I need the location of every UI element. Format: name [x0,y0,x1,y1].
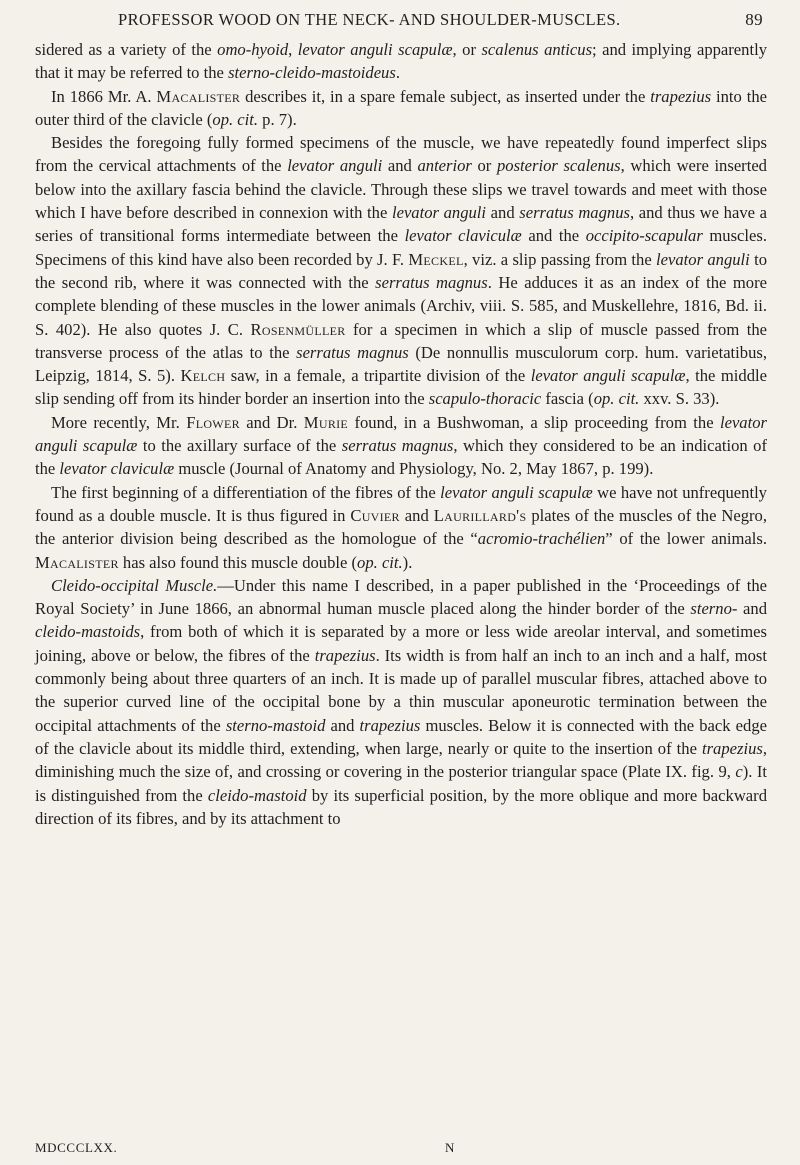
text-run: . He adduces it as an index of the more complete blending of these muscles in the lower animals (Archiv, viii. S. 585, and Muskellehre, 1816, Bd. ii. S. 402). He also quotes J. C. [35,272,767,339]
text-run: xxv. S. 33). [639,389,720,409]
italic-term: trapezius [314,645,376,665]
italic-term: levator anguli scapulæ [297,40,453,59]
author-name: Murie [303,412,349,432]
italic-term: cleido-mastoid [207,785,307,805]
text-run: Besides the foregoing fully formed specimens of the muscle, we have repeatedly found imperfect slips from the cervical attachments of the [35,133,767,176]
author-name: Meckel [408,249,464,269]
italic-term: trapezius [359,715,421,735]
italic-term: serratus magnus [519,203,630,223]
text-run: muscles. Specimens of this kind have also been recorded by J. F. [35,226,768,269]
italic-term: scalenus anticus [481,40,593,59]
text-run: ). It is distinguished from the [35,762,767,805]
text-run: to the second rib, where it was connected with the [35,249,767,292]
text-run: and [399,505,434,525]
italic-term: op. cit. [212,109,259,129]
italic-term: acromio-trachélien [477,529,606,549]
italic-term: Cleido-occipital Muscle. [51,575,218,595]
text-run: and [382,156,418,176]
italic-term: sterno-mastoid [225,715,326,735]
body-text [35,38,767,830]
author-name: Flower [186,412,240,432]
text-run: , [288,40,298,59]
italic-term: levator anguli [287,156,383,176]
text-run: describes it, in a spare female subject, as inserted under the [240,86,651,106]
text-run: and the [521,226,586,246]
text-run: ” of the lower animals. [605,529,767,549]
author-name: Rosenmüller [250,319,346,339]
text-run: by its superficial position, by the more oblique and more backward direction of its fibres, and by its attachment to [35,785,767,828]
signature-letter: N [445,1140,455,1155]
paragraph [35,481,767,574]
text-run: plates of the muscles of the Negro, the anterior division being described as the homologue of the “ [35,505,767,549]
italic-term: trapezius [650,86,712,106]
text-run: , and thus we have a series of transitional forms intermediate between the [35,203,767,246]
text-run: . Its width is from half an inch to an inch and a half, most commonly being about three quarters of an inch. It is made up of parallel muscular fibres, attached above to the superior curved line of the occipital bone by a thin muscular aponeurotic termination between the occipital attachments of the [35,645,767,735]
text-run: or [471,156,497,176]
italic-term: omo-hyoid [217,40,289,59]
text-run: , or [452,40,482,59]
paragraph [35,38,767,85]
text-run: fascia ( [541,389,594,409]
italic-term: levator anguli scapulæ [530,366,686,386]
text-run: to the axillary surface of the [137,436,342,456]
text-run: and [325,715,360,735]
author-name: Cuvier [350,505,400,525]
text-run: —Under this name I described, in a paper published in the ‘Proceedings of the Royal Society’ in June 1866, an abnormal human muscle placed along the hinder border of the [35,575,767,619]
italic-term: posterior scalenus [496,156,621,176]
text-run: for a specimen in which a slip of muscle passed from the transverse process of the atlas to the [35,319,767,362]
text-run: , viz. a slip passing from the [463,249,657,269]
text-run: and [737,599,767,619]
text-run: ; and implying apparently that it may be referred to the [35,40,767,83]
text-run: saw, in a female, a tripartite division of the [225,366,531,386]
author-name: Laurillard's [433,505,527,525]
text-run: The first beginning of a differentiation of the fibres of the [51,482,441,502]
paragraph [35,411,767,481]
page-number: 89 [745,10,763,29]
text-run: p. 7). [258,109,297,129]
italic-term: serratus magnus [375,272,488,292]
text-run: (De nonnullis musculorum corp. hum. varietatibus, Leipzig, 1814, S. 5). [35,342,767,386]
text-run: ). [402,552,413,572]
text-run: muscle (Journal of Anatomy and Physiology, No. 2, May 1867, p. 199). [174,459,654,479]
italic-term: anterior [417,156,472,176]
text-run: sidered as a variety of the [35,40,218,59]
italic-term: levator anguli [391,203,487,223]
signature-mark: MDCCCLXX. [35,1140,118,1155]
text-run: into the outer third of the clavicle ( [35,86,767,129]
paragraph [35,574,767,830]
author-name: Macalister [156,86,241,106]
italic-term: op. cit. [593,389,640,409]
text-run: found, in a Bushwoman, a slip proceeding from the [348,412,720,432]
author-name: Macalister [35,552,119,572]
text-run: , the middle slip sending off from its hinder border an insertion into the [35,366,767,409]
italic-term: sterno- [690,599,738,619]
text-run: In 1866 Mr. A. [51,86,157,106]
italic-term: sterno-cleido-mastoideus [228,63,396,83]
author-name: Kelch [180,366,226,386]
text-run: and [486,203,520,223]
running-header [0,10,800,32]
italic-term: levator anguli [656,249,750,269]
italic-term: scapulo-thoracic [428,389,542,409]
text-run: , from both of which it is separated by a more or less wide areolar interval, and sometimes joining, above or below, the fibres of the [35,622,767,665]
italic-term: levator claviculæ [404,226,522,246]
text-run: has also found this muscle double ( [118,552,358,572]
running-title: PROFESSOR WOOD ON THE NECK- AND SHOULDER-MUSCLES. [118,10,621,29]
italic-term: op. cit. [357,552,403,572]
italic-term: serratus magnus [296,342,409,362]
italic-term: c [735,762,743,782]
italic-term: levator anguli scapulæ [440,482,593,502]
italic-term: serratus magnus [341,436,454,456]
text-run: muscles. Below it is connected with the back edge of the clavicle about its middle third, extending, when large, nearly or quite to the insertion of the [35,715,767,758]
text-run: More recently, Mr. [51,412,187,432]
paragraph [35,85,767,132]
text-run: , which were inserted below into the axillary fascia behind the clavicle. Through these slips we travel towards and meet with those which I have before described in connexion with the [35,156,767,223]
italic-term: occipito-scapular [585,226,703,246]
text-run: , diminishing much the size of, and crossing or covering in the posterior triangular space (Plate IX. fig. 9, [35,738,767,782]
paragraph [35,131,767,411]
text-run: . [395,63,400,83]
text-run: , which they considered to be an indication of the [35,436,767,479]
italic-term: levator anguli scapulæ [35,412,767,456]
italic-term: levator claviculæ [59,459,175,479]
text-run: we have not unfrequently found as a double muscle. It is thus figured in [35,482,767,525]
italic-term: cleido-mastoids [35,622,141,642]
text-run: and Dr. [239,412,304,432]
italic-term: trapezius [701,738,763,758]
